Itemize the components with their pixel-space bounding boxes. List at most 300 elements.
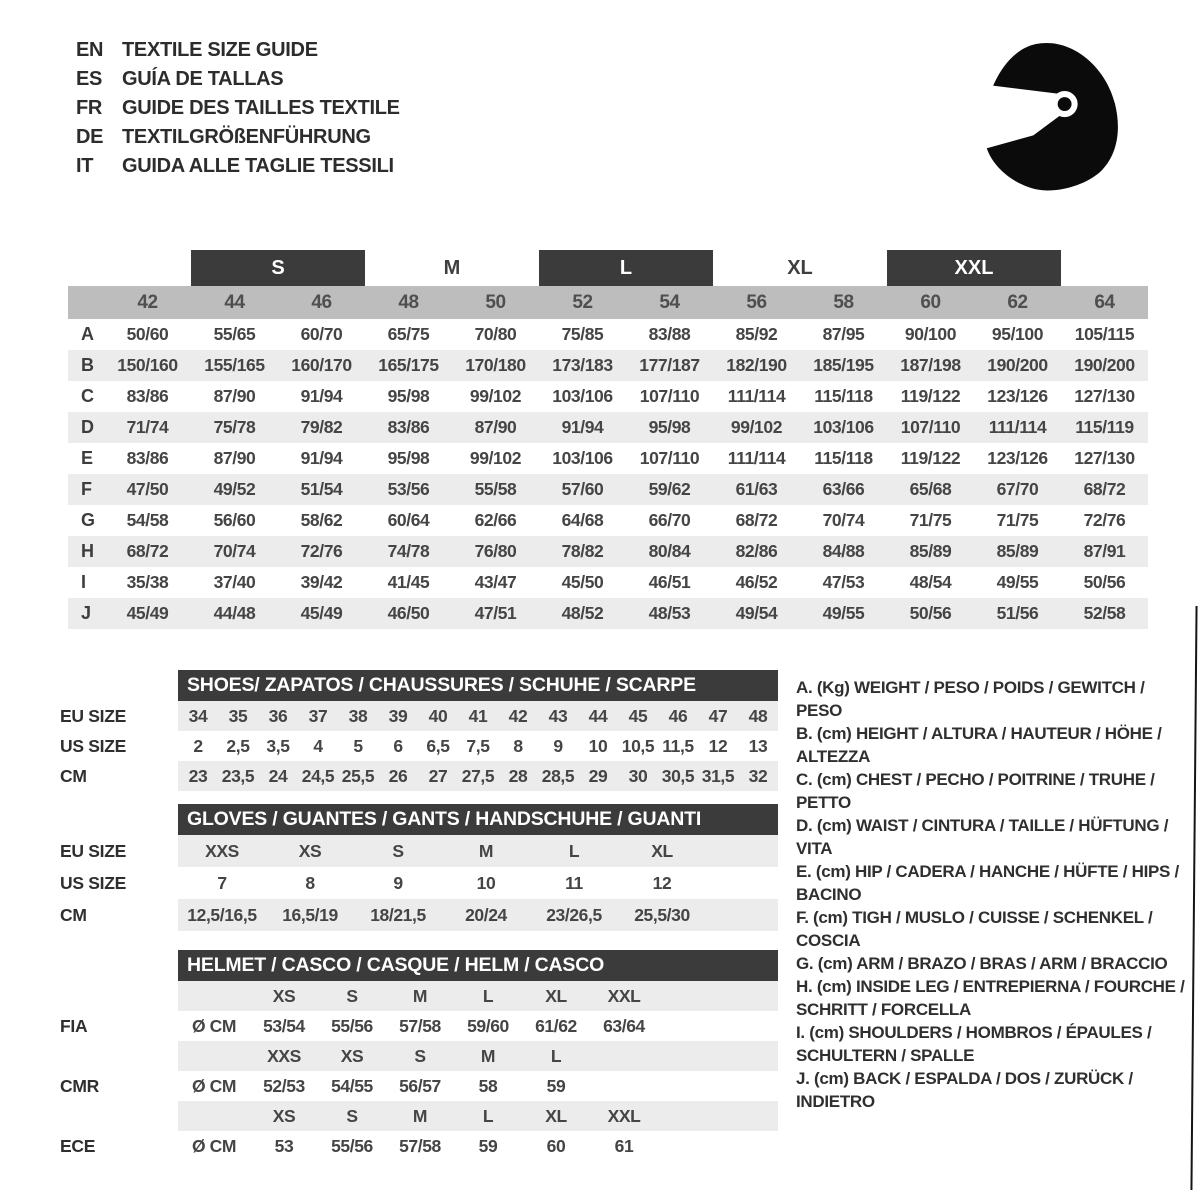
size-value: 111/114 bbox=[727, 448, 786, 468]
size-value: 127/130 bbox=[1074, 448, 1135, 468]
size-value: 40 bbox=[428, 705, 448, 726]
helmet-size-label: S bbox=[346, 1105, 358, 1126]
helmet-section bbox=[60, 950, 778, 1161]
size-value: 67/70 bbox=[996, 479, 1039, 499]
band-size-number: 58 bbox=[833, 291, 854, 313]
size-group-header bbox=[68, 250, 1148, 286]
size-value: S bbox=[392, 840, 404, 861]
size-value: 34 bbox=[188, 705, 208, 726]
helmet-size-labels bbox=[178, 981, 778, 1011]
size-row-cm bbox=[60, 761, 778, 791]
size-value: 10,5 bbox=[621, 735, 655, 756]
size-value: 72/76 bbox=[1083, 510, 1126, 530]
size-value: 23 bbox=[188, 765, 208, 786]
size-value: 46/51 bbox=[648, 572, 691, 592]
size-value: 58 bbox=[478, 1075, 498, 1096]
size-value: 90/100 bbox=[904, 324, 957, 344]
size-value: 25,5 bbox=[341, 765, 375, 786]
size-value: 25,5/30 bbox=[634, 904, 690, 925]
row-label-cm: CM bbox=[60, 765, 87, 786]
row-letter: E bbox=[81, 448, 93, 468]
size-value: 6 bbox=[393, 735, 403, 756]
size-group-xxl: XXL bbox=[887, 250, 1061, 286]
size-value: 53/54 bbox=[263, 1015, 305, 1036]
row-letter: A bbox=[81, 324, 94, 344]
measure-row-c bbox=[68, 381, 1148, 412]
row-values bbox=[178, 761, 778, 791]
size-value: 47 bbox=[708, 705, 728, 726]
size-value: 76/80 bbox=[474, 541, 517, 561]
size-value: 115/118 bbox=[814, 448, 873, 468]
size-value: 38 bbox=[348, 705, 368, 726]
measurement-legend bbox=[796, 676, 1192, 1113]
main-size-table-rows bbox=[68, 319, 1148, 629]
size-value: 60/70 bbox=[300, 324, 343, 344]
size-value: 95/98 bbox=[387, 448, 430, 468]
helmet-size-label: L bbox=[482, 985, 494, 1006]
size-value: 72/76 bbox=[300, 541, 343, 561]
size-value: 27 bbox=[428, 765, 448, 786]
size-value: 54/58 bbox=[126, 510, 169, 530]
unit-spacer bbox=[178, 1041, 250, 1071]
size-value: 99/102 bbox=[469, 386, 522, 406]
size-value: 27,5 bbox=[461, 765, 495, 786]
row-letter: B bbox=[81, 355, 94, 375]
size-value: 185/195 bbox=[813, 355, 874, 375]
size-value: 49/54 bbox=[735, 603, 778, 623]
legend-item-j: J. (cm) BACK / ESPALDA / DOS / ZURÜCK / INDIETRO bbox=[796, 1069, 1133, 1111]
size-value: 31,5 bbox=[701, 765, 735, 786]
size-value: 44/48 bbox=[213, 603, 256, 623]
size-value: 11,5 bbox=[662, 735, 694, 756]
size-value: 85/92 bbox=[735, 324, 778, 344]
size-value: 45 bbox=[628, 705, 648, 726]
size-value: 4 bbox=[313, 735, 323, 756]
size-value: 54/55 bbox=[331, 1075, 373, 1096]
size-value: M bbox=[478, 840, 494, 861]
size-value: 68/72 bbox=[735, 510, 778, 530]
size-value: 45/49 bbox=[300, 603, 343, 623]
size-value: 87/90 bbox=[474, 417, 517, 437]
size-value: 59/60 bbox=[467, 1015, 509, 1036]
language-code: DE bbox=[76, 126, 104, 148]
size-value: 91/94 bbox=[561, 417, 604, 437]
gloves-rows bbox=[60, 835, 778, 931]
size-value: 53 bbox=[274, 1135, 294, 1156]
size-value: 23,5 bbox=[221, 765, 255, 786]
size-value: 75/85 bbox=[561, 324, 604, 344]
size-value: 62/66 bbox=[474, 510, 517, 530]
measure-row-g bbox=[68, 505, 1148, 536]
size-value: 7,5 bbox=[466, 735, 490, 756]
helmet-size-label: M bbox=[412, 985, 428, 1006]
size-value: 48/54 bbox=[909, 572, 952, 592]
size-value: 170/180 bbox=[465, 355, 526, 375]
size-value: 49/55 bbox=[996, 572, 1039, 592]
size-value: 30,5 bbox=[661, 765, 695, 786]
legend-item-i: I. (cm) SHOULDERS / HOMBROS / ÉPAULES / SCHULTERN / SPALLE bbox=[796, 1023, 1152, 1065]
band-size-number: 56 bbox=[746, 291, 767, 313]
size-value: 60/64 bbox=[387, 510, 430, 530]
size-value: 57/58 bbox=[399, 1015, 441, 1036]
size-value: 74/78 bbox=[387, 541, 430, 561]
size-value: 55/58 bbox=[474, 479, 517, 499]
row-label-us-size: US SIZE bbox=[60, 872, 126, 893]
size-value: 127/130 bbox=[1074, 386, 1135, 406]
size-value: 9 bbox=[393, 872, 403, 893]
size-value: 49/52 bbox=[213, 479, 256, 499]
size-value: 6,5 bbox=[426, 735, 450, 756]
row-letter: C bbox=[81, 386, 94, 406]
size-value: 85/89 bbox=[996, 541, 1039, 561]
size-value: 123/126 bbox=[987, 448, 1048, 468]
legend-item-f: F. (cm) TIGH / MUSLO / CUISSE / SCHENKEL / COSCIA bbox=[796, 908, 1153, 950]
measure-row-d bbox=[68, 412, 1148, 443]
language-row-de bbox=[76, 123, 400, 152]
main-size-table bbox=[68, 250, 1148, 629]
size-value: 83/86 bbox=[387, 417, 430, 437]
language-code: EN bbox=[76, 39, 104, 61]
size-value: XXS bbox=[205, 840, 239, 861]
size-value: 2,5 bbox=[226, 735, 250, 756]
size-value: 173/183 bbox=[552, 355, 613, 375]
band-size-number: 60 bbox=[920, 291, 941, 313]
helmet-size-labels bbox=[178, 1101, 778, 1131]
size-value: 103/106 bbox=[552, 448, 613, 468]
size-value: 71/74 bbox=[126, 417, 169, 437]
language-title: GUIDA ALLE TAGLIE TESSILI bbox=[122, 155, 394, 177]
helmet-section-title: HELMET / CASCO / CASQUE / HELM / CASCO bbox=[178, 950, 778, 981]
band-size-number: 48 bbox=[398, 291, 419, 313]
helmet-rows bbox=[60, 981, 778, 1161]
size-value: 28 bbox=[508, 765, 528, 786]
size-value: 155/165 bbox=[204, 355, 265, 375]
size-group-s: S bbox=[191, 250, 365, 286]
language-row-fr bbox=[76, 94, 400, 123]
helmet-size-header-cmr bbox=[60, 1041, 778, 1071]
helmet-size-label: XS bbox=[272, 1105, 296, 1126]
legend-item-a: A. (Kg) WEIGHT / PESO / POIDS / GEWITCH / PESO bbox=[796, 678, 1145, 720]
size-value: 99/102 bbox=[469, 448, 522, 468]
size-value: 165/175 bbox=[378, 355, 439, 375]
size-value: 95/98 bbox=[387, 386, 430, 406]
row-letter: D bbox=[81, 417, 94, 437]
size-number-band bbox=[68, 286, 1148, 319]
size-value: 79/82 bbox=[300, 417, 343, 437]
size-group-l: L bbox=[539, 250, 713, 286]
helmet-size-label: M bbox=[480, 1045, 496, 1066]
size-row-eu-size bbox=[60, 701, 778, 731]
row-values bbox=[178, 867, 778, 899]
size-value: 71/75 bbox=[909, 510, 952, 530]
size-value: 95/98 bbox=[648, 417, 691, 437]
size-value: 12 bbox=[708, 735, 728, 756]
size-value: 177/187 bbox=[639, 355, 700, 375]
size-value: 107/110 bbox=[639, 448, 700, 468]
language-title: GUÍA DE TALLAS bbox=[122, 68, 284, 90]
size-group-xl: XL bbox=[787, 256, 813, 279]
size-row-eu-size bbox=[60, 835, 778, 867]
size-value: 46/50 bbox=[387, 603, 430, 623]
band-size-number: 64 bbox=[1094, 291, 1115, 313]
size-value: 37 bbox=[308, 705, 328, 726]
size-value: 30 bbox=[628, 765, 648, 786]
row-letter: H bbox=[81, 541, 94, 561]
size-value: 95/100 bbox=[991, 324, 1044, 344]
row-values bbox=[178, 701, 778, 731]
size-value: 45/49 bbox=[126, 603, 169, 623]
size-value: 64/68 bbox=[561, 510, 604, 530]
size-value: 56/57 bbox=[399, 1075, 441, 1096]
size-value: 61/63 bbox=[735, 479, 778, 499]
language-code: ES bbox=[76, 68, 103, 90]
visor-pivot-dot bbox=[1058, 97, 1072, 111]
size-group-m: M bbox=[443, 256, 461, 279]
size-value: 66/70 bbox=[648, 510, 691, 530]
size-value: 47/51 bbox=[474, 603, 517, 623]
size-value: 70/74 bbox=[213, 541, 256, 561]
size-value: XS bbox=[298, 840, 322, 861]
row-label-eu-size: EU SIZE bbox=[60, 840, 126, 861]
diameter-unit: Ø CM bbox=[191, 1135, 237, 1156]
shoes-rows bbox=[60, 701, 778, 791]
helmet-size-label: XL bbox=[545, 985, 567, 1006]
size-value: 70/74 bbox=[822, 510, 865, 530]
size-value: 103/106 bbox=[813, 417, 874, 437]
legend-item-h: H. (cm) INSIDE LEG / ENTREPIERNA / FOURCHE / SCHRITT / FORCELLA bbox=[796, 977, 1185, 1019]
size-value: 83/88 bbox=[648, 324, 691, 344]
helmet-size-values bbox=[178, 1011, 778, 1041]
size-value: 59 bbox=[478, 1135, 498, 1156]
size-value: 39/42 bbox=[300, 572, 343, 592]
size-value: 65/75 bbox=[387, 324, 430, 344]
size-row-us-size bbox=[60, 867, 778, 899]
helmet-size-label: L bbox=[550, 1045, 562, 1066]
measure-row-b bbox=[68, 350, 1148, 381]
size-value: 9 bbox=[553, 735, 563, 756]
language-row-it bbox=[76, 152, 400, 181]
legend-item-g: G. (cm) ARM / BRAZO / BRAS / ARM / BRACCIO bbox=[796, 954, 1168, 973]
row-label-us-size: US SIZE bbox=[60, 735, 126, 756]
size-value: 35/38 bbox=[126, 572, 169, 592]
size-row-cm bbox=[60, 899, 778, 931]
helmet-size-label: M bbox=[412, 1105, 428, 1126]
shoes-section bbox=[60, 670, 778, 791]
size-value: 47/50 bbox=[126, 479, 169, 499]
helmet-size-values bbox=[178, 1131, 778, 1161]
size-value: 5 bbox=[353, 735, 363, 756]
size-value: 43 bbox=[548, 705, 568, 726]
size-value: 46/52 bbox=[735, 572, 778, 592]
band-size-number: 62 bbox=[1007, 291, 1028, 313]
row-letter: J bbox=[81, 603, 91, 623]
size-value: 10 bbox=[476, 872, 496, 893]
size-value: 48/52 bbox=[561, 603, 604, 623]
size-value: 41/45 bbox=[387, 572, 430, 592]
row-letter: I bbox=[81, 572, 86, 592]
row-values bbox=[178, 731, 778, 761]
measure-row-f bbox=[68, 474, 1148, 505]
size-value: 44 bbox=[588, 705, 608, 726]
size-value: 55/56 bbox=[331, 1015, 373, 1036]
band-size-number: 44 bbox=[224, 291, 245, 313]
helmet-values-ece bbox=[60, 1131, 778, 1161]
row-values bbox=[178, 899, 778, 931]
size-value: 91/94 bbox=[300, 448, 343, 468]
size-value: 83/86 bbox=[126, 386, 169, 406]
size-value: 123/126 bbox=[987, 386, 1048, 406]
measure-row-j bbox=[68, 598, 1148, 629]
size-value: 41 bbox=[468, 705, 488, 726]
size-value: 115/118 bbox=[814, 386, 873, 406]
size-value: 91/94 bbox=[300, 386, 343, 406]
size-value: 20/24 bbox=[465, 904, 507, 925]
size-value: 84/88 bbox=[822, 541, 865, 561]
size-value: 115/119 bbox=[1075, 417, 1134, 437]
size-value: 83/86 bbox=[126, 448, 169, 468]
standard-label-ece: ECE bbox=[60, 1135, 96, 1156]
size-value: 111/114 bbox=[727, 386, 786, 406]
racing-helmet-icon bbox=[962, 24, 1162, 198]
size-value: 63/66 bbox=[822, 479, 865, 499]
band-size-number: 52 bbox=[572, 291, 593, 313]
row-label-cm: CM bbox=[60, 904, 87, 925]
size-value: 50/56 bbox=[909, 603, 952, 623]
size-value: 43/47 bbox=[474, 572, 517, 592]
helmet-size-label: L bbox=[482, 1105, 494, 1126]
size-value: 24,5 bbox=[301, 765, 335, 786]
language-title: TEXTILE SIZE GUIDE bbox=[122, 39, 318, 61]
size-row-us-size bbox=[60, 731, 778, 761]
helmet-size-label: S bbox=[346, 985, 358, 1006]
unit-spacer bbox=[178, 1101, 250, 1131]
legend-item-c: C. (cm) CHEST / PECHO / POITRINE / TRUHE / PETTO bbox=[796, 770, 1155, 812]
size-value: 87/90 bbox=[213, 386, 256, 406]
size-value: 190/200 bbox=[987, 355, 1048, 375]
helmet-size-label: XXL bbox=[607, 985, 641, 1006]
size-value: 7 bbox=[217, 872, 227, 893]
band-size-number: 46 bbox=[311, 291, 332, 313]
size-value: 8 bbox=[305, 872, 315, 893]
size-value: 107/110 bbox=[900, 417, 961, 437]
size-value: 57/60 bbox=[561, 479, 604, 499]
size-value: 119/122 bbox=[900, 448, 961, 468]
size-value: 65/68 bbox=[909, 479, 952, 499]
diameter-unit: Ø CM bbox=[191, 1075, 237, 1096]
size-value: 55/56 bbox=[331, 1135, 373, 1156]
row-label-eu-size: EU SIZE bbox=[60, 705, 126, 726]
size-value: 107/110 bbox=[639, 386, 700, 406]
size-value: 11 bbox=[565, 872, 583, 893]
size-value: 12,5/16,5 bbox=[187, 904, 257, 925]
helmet-size-label: XS bbox=[272, 985, 296, 1006]
size-value: 87/90 bbox=[213, 448, 256, 468]
size-value: 52/58 bbox=[1083, 603, 1126, 623]
gloves-section bbox=[60, 804, 778, 931]
size-value: 52/53 bbox=[263, 1075, 305, 1096]
diameter-unit: Ø CM bbox=[191, 1015, 237, 1036]
size-value: 190/200 bbox=[1074, 355, 1135, 375]
helmet-size-label: XXS bbox=[267, 1045, 301, 1066]
size-value: 51/54 bbox=[300, 479, 343, 499]
size-value: 45/50 bbox=[561, 572, 604, 592]
legend-item-e: E. (cm) HIP / CADERA / HANCHE / HÜFTE / HIPS / BACINO bbox=[796, 862, 1179, 904]
size-value: 12 bbox=[652, 872, 672, 893]
size-value: 150/160 bbox=[117, 355, 178, 375]
size-value: 55/65 bbox=[213, 324, 256, 344]
size-value: 103/106 bbox=[552, 386, 613, 406]
unit-spacer bbox=[178, 981, 250, 1011]
size-value: 39 bbox=[388, 705, 408, 726]
language-title-list bbox=[76, 36, 400, 181]
size-value: 58/62 bbox=[300, 510, 343, 530]
helmet-size-label: XL bbox=[545, 1105, 567, 1126]
size-value: 37/40 bbox=[213, 572, 256, 592]
size-value: 48 bbox=[748, 705, 768, 726]
size-value: 87/95 bbox=[822, 324, 865, 344]
size-value: 59/62 bbox=[648, 479, 691, 499]
row-letter: F bbox=[81, 479, 92, 499]
size-value: 35 bbox=[228, 705, 248, 726]
language-code: IT bbox=[76, 155, 94, 177]
size-value: 32 bbox=[748, 765, 768, 786]
band-size-number: 42 bbox=[137, 291, 158, 313]
size-value: 48/53 bbox=[648, 603, 691, 623]
band-spacer bbox=[68, 286, 104, 319]
size-value: 46 bbox=[668, 705, 688, 726]
size-value: 182/190 bbox=[726, 355, 787, 375]
language-title: GUIDE DES TAILLES TEXTILE bbox=[122, 97, 400, 119]
measure-row-h bbox=[68, 536, 1148, 567]
standard-label-cmr: CMR bbox=[60, 1075, 99, 1096]
size-value: 47/53 bbox=[822, 572, 865, 592]
band-size-number: 54 bbox=[659, 291, 680, 313]
size-value: 53/56 bbox=[387, 479, 430, 499]
size-value: 68/72 bbox=[126, 541, 169, 561]
helmet-size-values bbox=[178, 1071, 778, 1101]
legend-item-b: B. (cm) HEIGHT / ALTURA / HAUTEUR / HÖHE / ALTEZZA bbox=[796, 724, 1162, 766]
size-value: 42 bbox=[508, 705, 528, 726]
size-value: 57/58 bbox=[399, 1135, 441, 1156]
size-value: 18/21,5 bbox=[370, 904, 426, 925]
size-value: 56/60 bbox=[213, 510, 256, 530]
size-value: 111/114 bbox=[988, 417, 1047, 437]
size-value: 187/198 bbox=[900, 355, 961, 375]
size-value: 160/170 bbox=[291, 355, 352, 375]
row-values bbox=[178, 835, 778, 867]
size-value: 105/115 bbox=[1074, 324, 1135, 344]
size-value: 50/56 bbox=[1083, 572, 1126, 592]
size-value: 51/56 bbox=[996, 603, 1039, 623]
size-value: 75/78 bbox=[213, 417, 256, 437]
size-value: 49/55 bbox=[822, 603, 865, 623]
size-value: 71/75 bbox=[996, 510, 1039, 530]
measure-row-a bbox=[68, 319, 1148, 350]
size-value: 8 bbox=[513, 735, 523, 756]
size-value: 68/72 bbox=[1083, 479, 1126, 499]
size-value: 29 bbox=[588, 765, 608, 786]
helmet-size-header-fia bbox=[60, 981, 778, 1011]
size-value: 10 bbox=[588, 735, 608, 756]
size-value: 13 bbox=[748, 735, 768, 756]
size-value: 26 bbox=[388, 765, 408, 786]
size-value: L bbox=[568, 840, 580, 861]
language-title: TEXTILGRÖßENFÜHRUNG bbox=[122, 126, 371, 148]
size-value: 2 bbox=[193, 735, 203, 756]
size-value: 60 bbox=[546, 1135, 566, 1156]
size-value: 85/89 bbox=[909, 541, 952, 561]
size-value: 24 bbox=[268, 765, 288, 786]
